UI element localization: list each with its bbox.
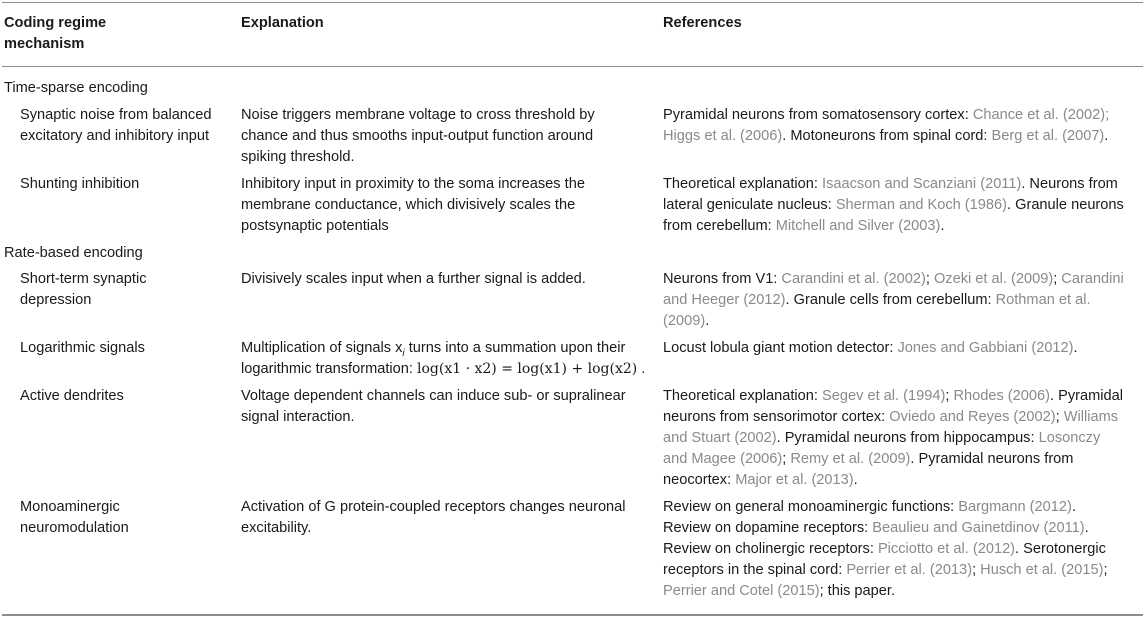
- reference-line: [663, 290, 1124, 311]
- citation-link[interactable]: Rothman et al.: [995, 292, 1091, 308]
- column-header-mechanism: Coding regime mechanism: [4, 15, 107, 52]
- references-logarithmic-signals: [663, 338, 1078, 359]
- reference-text: ;: [945, 388, 954, 404]
- mechanism-shunting-inhibition: Shunting inhibition: [20, 176, 140, 192]
- reference-text: neurons from sensorimotor cortex:: [663, 409, 890, 425]
- citation-link[interactable]: Oviedo and Reyes (2002): [889, 409, 1056, 425]
- mechanism-monoaminergic: Monoaminergic neuromodulation: [20, 499, 129, 536]
- explanation-monoaminergic: Activation of G protein-coupled receptors changes neuronal excitability.: [241, 499, 626, 536]
- reference-text: Theoretical explanation:: [663, 388, 823, 404]
- references-synaptic-noise: [663, 105, 1109, 147]
- reference-text: .: [853, 472, 858, 488]
- reference-text: Theoretical explanation:: [663, 176, 823, 192]
- section-title-time-sparse: Time-sparse encoding: [4, 80, 148, 96]
- bottom-rule: [2, 614, 1143, 616]
- reference-text: from cerebellum:: [663, 218, 776, 234]
- reference-line: [663, 195, 1124, 216]
- reference-text: . Granule neurons: [1007, 197, 1124, 213]
- top-rule: [2, 2, 1143, 3]
- reference-text: ; this paper.: [819, 583, 896, 599]
- citation-link[interactable]: Remy et al. (2009): [790, 451, 911, 467]
- mechanism-logarithmic-signals: Logarithmic signals: [20, 340, 145, 356]
- reference-line: [663, 407, 1123, 428]
- citation-link[interactable]: Sherman and Koch (1986): [835, 197, 1007, 213]
- reference-line: [663, 216, 1124, 237]
- references-monoaminergic: [663, 497, 1108, 602]
- references-shunting-inhibition: [663, 174, 1124, 237]
- citation-link[interactable]: Husch et al. (2015): [980, 562, 1104, 578]
- references-active-dendrites: [663, 386, 1123, 491]
- reference-line: [663, 105, 1109, 126]
- reference-text: ;: [1103, 562, 1108, 578]
- reference-text: . Neurons from: [1021, 176, 1118, 192]
- header-rule: [2, 66, 1143, 67]
- reference-text: .: [1071, 499, 1076, 515]
- reference-text: lateral geniculate nucleus:: [663, 197, 836, 213]
- citation-link[interactable]: Berg et al. (2007): [991, 128, 1105, 144]
- reference-text: .: [1073, 340, 1078, 356]
- reference-line: [663, 311, 1124, 332]
- reference-line: [663, 174, 1124, 195]
- citation-link[interactable]: Williams: [1063, 409, 1119, 425]
- citation-link[interactable]: Major et al. (2013): [735, 472, 854, 488]
- reference-line: [663, 518, 1108, 539]
- citation-link[interactable]: and Heeger (2012): [663, 292, 786, 308]
- reference-line: [663, 126, 1109, 147]
- reference-line: [663, 428, 1123, 449]
- reference-text: Pyramidal neurons from somatosensory cortex:: [663, 107, 973, 123]
- citation-link[interactable]: Perrier and Cotel (2015): [663, 583, 820, 599]
- reference-line: [663, 386, 1123, 407]
- reference-text: . Granule cells from cerebellum:: [785, 292, 996, 308]
- reference-text: ;: [925, 271, 934, 287]
- reference-line: [663, 581, 1108, 602]
- citation-link[interactable]: Higgs et al. (2006): [663, 128, 783, 144]
- section-title-rate-based: Rate-based encoding: [4, 245, 143, 261]
- reference-line: [663, 338, 1078, 359]
- reference-text: ;: [1053, 271, 1062, 287]
- mechanism-synaptic-noise: Synaptic noise from balanced excitatory and inhibitory input: [20, 107, 212, 144]
- reference-text: Neurons from V1:: [663, 271, 782, 287]
- reference-text: neocortex:: [663, 472, 736, 488]
- citation-link[interactable]: Picciotto et al. (2012): [877, 541, 1016, 557]
- citation-link[interactable]: Beaulieu and Gainetdinov (2011): [872, 520, 1085, 536]
- reference-line: [663, 560, 1108, 581]
- mechanism-short-term-depression: Short-term synaptic depression: [20, 271, 147, 308]
- reference-text: .: [940, 218, 945, 234]
- reference-text: Review on dopamine receptors:: [663, 520, 873, 536]
- citation-link[interactable]: and Magee (2006): [663, 451, 783, 467]
- citation-link[interactable]: Rhodes (2006): [953, 388, 1050, 404]
- citation-link[interactable]: Ozeki et al. (2009): [933, 271, 1054, 287]
- reference-text: . Pyramidal neurons from hippocampus:: [776, 430, 1039, 446]
- explanation-synaptic-noise: Noise triggers membrane voltage to cross threshold by chance and thus smooths input-output function around spiking threshold.: [241, 107, 595, 165]
- reference-line: [663, 470, 1123, 491]
- citation-link[interactable]: Chance et al. (2002);: [972, 107, 1110, 123]
- reference-text: .: [1084, 520, 1089, 536]
- reference-text: ;: [972, 562, 981, 578]
- column-header-references: References: [663, 15, 742, 31]
- reference-line: [663, 449, 1123, 470]
- citation-link[interactable]: Losonczy: [1038, 430, 1101, 446]
- citation-link[interactable]: Carandini: [1061, 271, 1124, 287]
- citation-link[interactable]: Mitchell and Silver (2003): [775, 218, 941, 234]
- reference-text: receptors in the spinal cord:: [663, 562, 847, 578]
- reference-text: ;: [782, 451, 791, 467]
- log-formula: log(x1 · x2) = log(x1) + log(x2): [417, 361, 638, 377]
- explanation-logarithmic-signals: Multiplication of signals $x_i$ turns into a summation upon their logarithmic transformation: log(x1 · x2) = log(x1) + log(x2) .: [241, 340, 646, 377]
- citation-link[interactable]: Segev et al. (1994): [822, 388, 946, 404]
- references-short-term-depression: [663, 269, 1124, 332]
- reference-text: . Motoneurons from spinal cord:: [782, 128, 992, 144]
- reference-text: .: [1104, 128, 1109, 144]
- reference-text: ;: [1055, 409, 1064, 425]
- reference-text: Review on cholinergic receptors:: [663, 541, 878, 557]
- citation-link[interactable]: Carandini et al. (2002): [781, 271, 926, 287]
- citation-link[interactable]: and Stuart (2002): [663, 430, 777, 446]
- reference-text: .: [705, 313, 710, 329]
- citation-link[interactable]: Jones and Gabbiani (2012): [897, 340, 1074, 356]
- reference-line: [663, 539, 1108, 560]
- citation-link[interactable]: Bargmann (2012): [958, 499, 1072, 515]
- reference-text: Review on general monoaminergic functions:: [663, 499, 959, 515]
- reference-line: [663, 269, 1124, 290]
- reference-line: [663, 497, 1108, 518]
- citation-link[interactable]: Perrier et al. (2013): [846, 562, 973, 578]
- explanation-active-dendrites: Voltage dependent channels can induce sub- or supralinear signal interaction.: [241, 388, 626, 425]
- reference-text: . Serotonergic: [1015, 541, 1106, 557]
- reference-text: Locust lobula giant motion detector:: [663, 340, 898, 356]
- citation-link[interactable]: Isaacson and Scanziani (2011): [822, 176, 1022, 192]
- reference-text: . Pyramidal: [1050, 388, 1123, 404]
- mechanism-active-dendrites: Active dendrites: [20, 388, 124, 404]
- explanation-short-term-depression: Divisively scales input when a further signal is added.: [241, 271, 586, 287]
- reference-text: . Pyramidal neurons from: [910, 451, 1074, 467]
- column-header-explanation: Explanation: [241, 15, 324, 31]
- citation-link[interactable]: (2009): [663, 313, 706, 329]
- explanation-shunting-inhibition: Inhibitory input in proximity to the soma increases the membrane conductance, which divisively scales the postsynaptic potentials: [241, 176, 585, 234]
